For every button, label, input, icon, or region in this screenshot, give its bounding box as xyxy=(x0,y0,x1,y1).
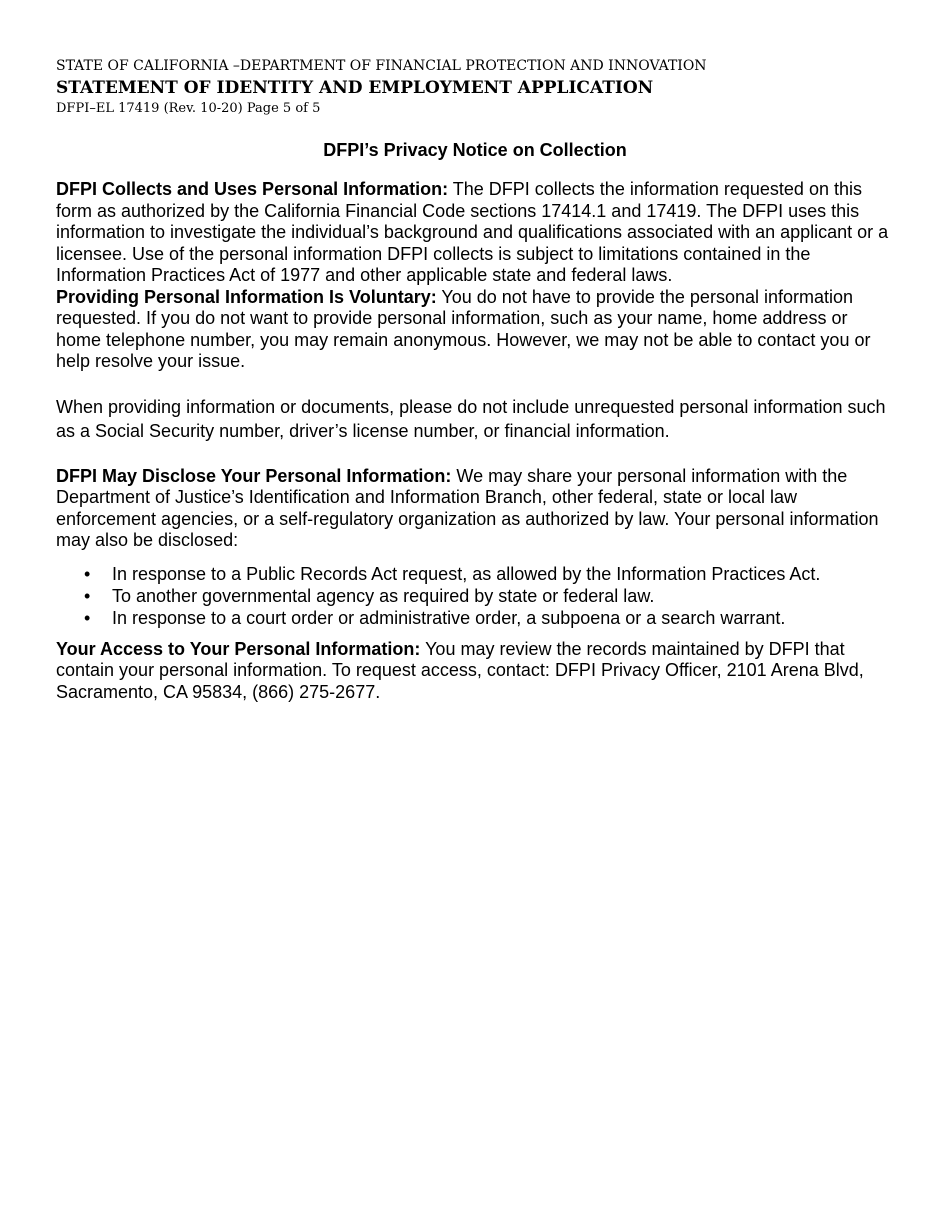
access-paragraph xyxy=(56,639,894,704)
access-heading: Your Access to Your Personal Information: xyxy=(56,638,421,659)
disclose-body: We may share your personal information with the Department of Justice’s Identification and Information Branch, other federal, state or local law enforcement agencies, or a self-regulatory organization as authorized by law. Your personal information may also be disclosed: xyxy=(56,465,879,550)
voluntary-paragraph xyxy=(56,287,894,373)
bullet-icon: • xyxy=(84,585,91,606)
collects-heading: DFPI Collects and Uses Personal Information: xyxy=(56,179,449,199)
collects-paragraph xyxy=(56,179,894,287)
disclose-heading: DFPI May Disclose Your Personal Information: xyxy=(56,465,452,486)
list-item xyxy=(84,563,894,585)
access-body: You may review the records maintained by DFPI that contain your personal information. To request access, contact: DFPI Privacy Officer, 2101 Arena Blvd, Sacramento, CA 95834, (866) 275-2677. xyxy=(56,638,864,702)
collects-body: The DFPI collects the information requested on this form as authorized by the California Financial Code sections 17414.1 and 17419. The DFPI uses this information to investigate the individual’s background and qualifications associated with an applicant or a licensee. Use of the personal information DFPI collects is subject to limitations contained in the Information Practices Act of 1977 and other applicable state and federal laws. xyxy=(56,179,889,285)
bullet-text: In response to a Public Records Act request, as allowed by the Information Practices Act. xyxy=(112,563,821,584)
list-item xyxy=(84,585,894,607)
voluntary-heading: Providing Personal Information Is Voluntary: xyxy=(56,286,437,307)
disclose-bullet-list xyxy=(56,563,894,629)
bullet-icon: • xyxy=(84,563,91,584)
agency-header: STATE OF CALIFORNIA –DEPARTMENT OF FINANCIAL PROTECTION AND INNOVATION xyxy=(56,58,707,74)
bullet-text: To another governmental agency as required by state or federal law. xyxy=(112,585,655,606)
notice-title: DFPI’s Privacy Notice on Collection xyxy=(323,140,627,160)
form-number: DFPI–EL 17419 (Rev. 10-20) Page 5 of 5 xyxy=(56,101,321,116)
bullet-icon: • xyxy=(84,607,91,628)
voluntary-body: You do not have to provide the personal information requested. If you do not want to provide personal information, such as your name, home address or home telephone number, you may remain anonymous. However, we may not be able to contact you or help resolve your issue. xyxy=(56,286,871,371)
bullet-text: In response to a court order or administrative order, a subpoena or a search warrant. xyxy=(112,607,786,628)
list-item xyxy=(84,607,894,629)
document-page xyxy=(56,56,894,703)
form-title: STATEMENT OF IDENTITY AND EMPLOYMENT APPLICATION xyxy=(56,78,654,98)
unrequested-body: When providing information or documents, please do not include unrequested personal information such as a Social Security number, driver’s license number, or financial information. xyxy=(56,396,886,441)
disclose-paragraph xyxy=(56,466,894,552)
unrequested-paragraph xyxy=(56,395,894,443)
